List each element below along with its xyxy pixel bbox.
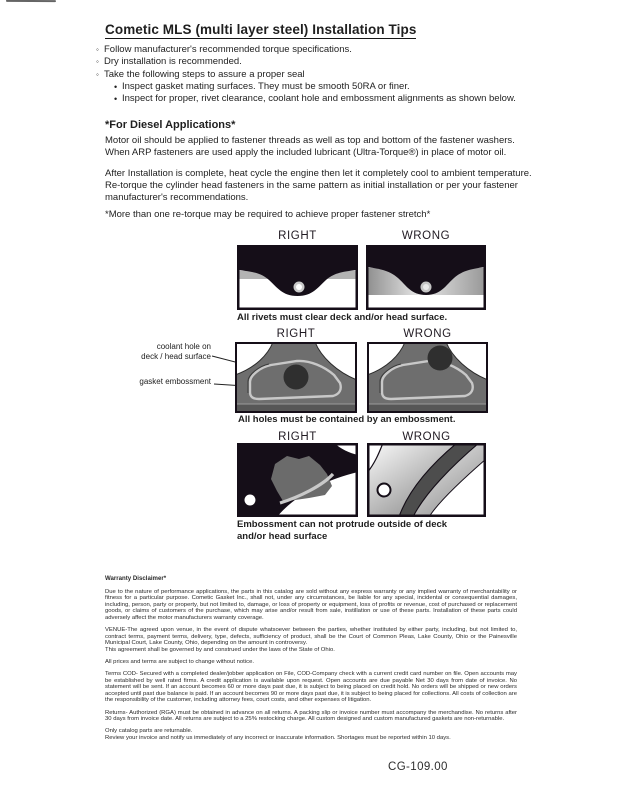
embossment-wrong-label: WRONG bbox=[402, 431, 451, 443]
list-item: • Inspect gasket mating surfaces. They must be smooth 50RA or finer. bbox=[114, 80, 410, 92]
embossment-right-illustration bbox=[237, 443, 358, 517]
bullet-icon: • bbox=[114, 94, 118, 105]
list-item: ◦ Take the following steps to assure a proper seal bbox=[96, 68, 305, 80]
holes-wrong-label: WRONG bbox=[403, 328, 452, 340]
holes-caption: All holes must be contained by an embossment. bbox=[238, 414, 456, 425]
warranty-paragraph: Due to the nature of performance applications, the parts in this catalog are sold without any express warranty or any implied warranty of merchantability or fitness for a particular purpose. Cometic Gasket Inc., shall not, under any circumstances, be liable for any special, incidental or consequential damages, including, person, party or property, but not limited to, damage, or loss of property or equipment, loss of profits or revenue, cost of purchased or replacement goods, or claims of customers of the purchase, which may arise and/or result from sale, instillation or use of these parts. Installation of these parts could adversely affect the motor manufacturers warranty coverage. bbox=[105, 588, 517, 621]
diesel-heading: *For Diesel Applications* bbox=[105, 119, 236, 131]
embossment-caption: Embossment can not protrude outside of deck and/or head surface bbox=[237, 519, 448, 542]
holes-right-illustration bbox=[235, 342, 357, 413]
page-title: Cometic MLS (multi layer steel) Installation Tips bbox=[105, 22, 417, 37]
bullet-icon: ◦ bbox=[96, 57, 99, 67]
warranty-paragraph: Returns- Authorized (RGA) must be obtained in advance on all returns. A packing slip or invoice number must accompany the merchandise. No returns after 30 days from invoice date. All returns are subject to a 25% restocking charge. All custom designed and custom manufactured gaskets are non-returnable. bbox=[105, 709, 517, 723]
list-item: ◦ Dry installation is recommended. bbox=[96, 56, 242, 68]
coolant-hole-label: coolant hole on deck / head surface bbox=[141, 342, 211, 361]
holes-right-label: RIGHT bbox=[276, 328, 316, 340]
bullet-icon: ◦ bbox=[96, 69, 99, 79]
holes-wrong-illustration bbox=[367, 342, 488, 413]
retorque-note: *More than one re-torque may be required to achieve proper fastener stretch* bbox=[105, 209, 431, 220]
installation-tips-list bbox=[96, 44, 546, 105]
diesel-paragraph-1: Motor oil should be applied to fastener threads as well as top and bottom of the fastener washers. When ARP fasteners are used apply the included lubricant (Ultra-Torque®) in place of motor oil. bbox=[105, 135, 515, 158]
page-code: CG-109.00 bbox=[388, 761, 448, 773]
rivets-wrong-illustration bbox=[366, 245, 486, 310]
list-item: • Inspect for proper, rivet clearance, coolant hole and embossment alignments as shown below. bbox=[114, 93, 516, 105]
embossment-wrong-illustration bbox=[367, 443, 486, 517]
warranty-paragraph: Only catalog parts are returnable. Review your invoice and notify us immediately of any incorrect or inaccurate information. Shortages must be reported within 10 days. bbox=[105, 728, 451, 741]
rivets-caption: All rivets must clear deck and/or head surface. bbox=[237, 312, 448, 323]
gasket-embossment-label: gasket embossment bbox=[139, 377, 211, 386]
scan-artifact bbox=[6, 0, 56, 2]
warranty-paragraph: Terms COD- Secured with a completed dealer/jobber application on File, COD-Company check with a current credit card number on file. Open accounts may be established by well rated firms. A credit application is available upon request. Open accounts are due payable Net 30 days from date of invoice. No statement will be sent. If an account becomes 60 or more days past due, it is subject to being placed on credit hold. No orders will be shipped or new orders accepted until past due balance is paid. If an account becomes 90 or more days past due, it is subject to being placed for collections. All costs of collection are the responsibility of the customer, including attorney fees, court costs, and other expenses of litigation. bbox=[105, 671, 517, 704]
warranty-paragraph: All prices and terms are subject to change without notice. bbox=[105, 658, 254, 665]
list-item: ◦ Follow manufacturer's recommended torque specifications. bbox=[96, 44, 352, 55]
warranty-disclaimer bbox=[105, 576, 517, 747]
warranty-heading: Warranty Disclaimer* bbox=[105, 575, 167, 582]
bullet-icon: ◦ bbox=[96, 45, 99, 54]
diesel-paragraph-2: After Installation is complete, heat cycle the engine then let it completely cool to ambient temperature. Re-torque the cylinder head fasteners in the same pattern as initial installation or per your fastener manufacturer's recommendations. bbox=[105, 168, 532, 203]
rivets-right-label: RIGHT bbox=[278, 230, 317, 242]
embossment-right-label: RIGHT bbox=[278, 431, 317, 443]
rivets-wrong-label: WRONG bbox=[401, 230, 451, 242]
bullet-icon: • bbox=[114, 81, 118, 92]
warranty-paragraph: VENUE-The agreed upon venue, in the event of dispute whatsoever between the parties, whether instituted by either party, including, but not limited to, contract terms, payment terms, delivery, type, defects, sufficiency of product, shall be the Court of Common Pleas, Lake County, Ohio or the Painesville Municipal Court, Lake County, Ohio, depending on the amount in controversy. This agreement shall be governed by and construed under the laws of the State of Ohio. bbox=[105, 627, 517, 653]
rivets-right-illustration bbox=[237, 245, 358, 310]
